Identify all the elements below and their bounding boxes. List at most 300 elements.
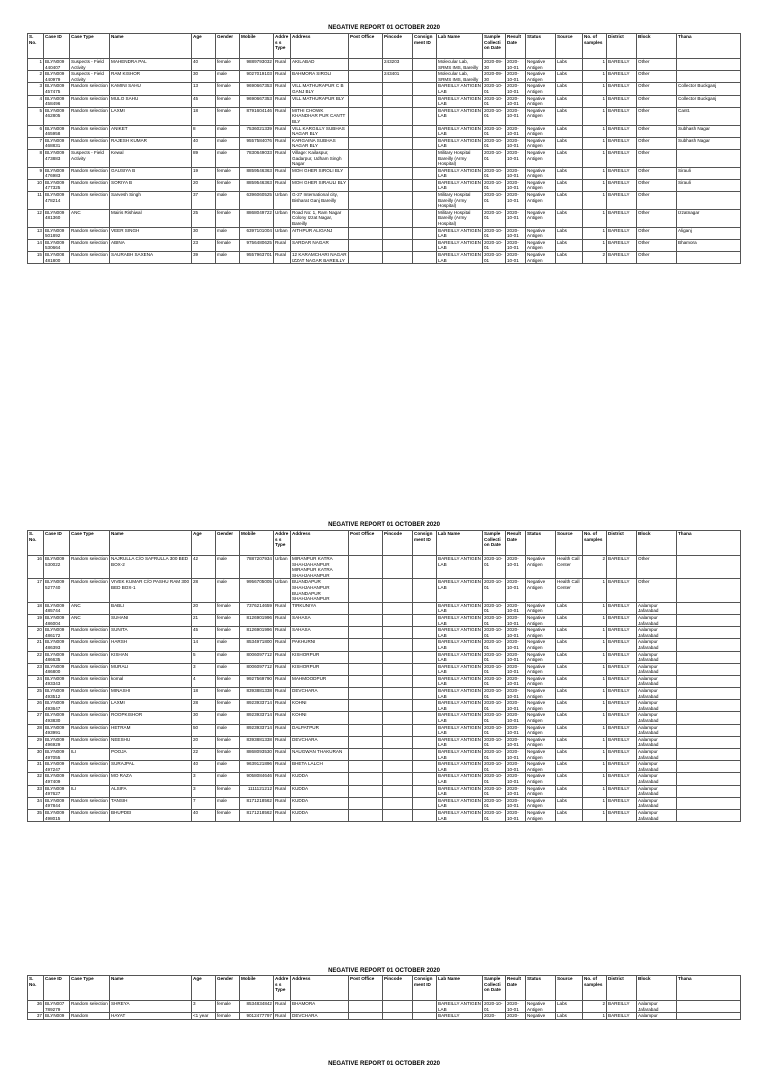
- table-cell: Aalampur Jafarabad: [637, 712, 677, 724]
- table-cell: 20: [192, 179, 216, 191]
- table-cell: <1 year: [192, 1013, 216, 1020]
- table-cell: Negative Antigen: [526, 209, 556, 227]
- table-cell: BAREILLY: [607, 137, 637, 149]
- table-cell: Negative Antigen: [526, 651, 556, 663]
- table-cell: BAREILLY ANTIGEN LAB: [438, 797, 481, 809]
- column-header: Source: [556, 531, 583, 556]
- report-page-3: [0, 1000, 768, 1067]
- table-cell: Negative Antigen: [526, 749, 556, 761]
- table-cell: Negative Antigen: [526, 95, 556, 107]
- table-cell: male: [216, 797, 240, 809]
- column-header: Gender: [216, 34, 240, 59]
- table-cell: 2020-10-01: [506, 749, 526, 761]
- table-cell: [413, 688, 437, 700]
- table-cell: 2020-09-30: [483, 59, 506, 71]
- table-cell: LAXMI: [110, 700, 192, 712]
- column-header: Sample Collecti on Date: [483, 531, 506, 556]
- table-cell: 12 KARAMCHARI NAGAR IZZAT NAGAR BAREILLY: [292, 252, 347, 263]
- table-cell: female: [216, 627, 240, 639]
- table-cell: Suspects - Field Activity: [70, 149, 110, 167]
- table-cell: 9956705005: [240, 579, 274, 602]
- table-cell: [383, 688, 413, 700]
- table-cell: 2020-10-01: [483, 675, 506, 687]
- table-cell: 8393881338: [240, 736, 274, 748]
- table-cell: [349, 797, 383, 809]
- column-header: Pincode: [383, 34, 413, 59]
- table-cell: Rural: [274, 179, 291, 191]
- table-cell: 2020-10-01: [506, 107, 526, 125]
- table-cell: 9927569790: [240, 675, 274, 687]
- table-cell: 1: [583, 95, 607, 107]
- table-cell: [383, 785, 413, 797]
- table-cell: 9027019103: [240, 71, 274, 83]
- table-cell: BAREILLY: [607, 167, 637, 179]
- table-cell: 24: [28, 675, 44, 687]
- table-cell: 2020-10-01: [506, 651, 526, 663]
- column-header: Mobile: [240, 531, 274, 556]
- table-cell: Random selection: [70, 773, 110, 785]
- table-cell: 2020-10-01: [506, 239, 526, 251]
- table-cell: 30: [192, 71, 216, 83]
- table-cell: [349, 125, 383, 137]
- table-cell: BAREILLY: [607, 556, 637, 579]
- table-cell: Rural: [274, 1001, 291, 1013]
- table-cell: 2020-10-01: [506, 627, 526, 639]
- table-cell: Negative Antigen: [526, 761, 556, 773]
- table-cell: 12: [28, 209, 44, 227]
- table-cell: Labs: [556, 809, 583, 821]
- table-cell: [383, 809, 413, 821]
- table-cell: ANC: [70, 614, 110, 626]
- table-cell: 33: [28, 785, 44, 797]
- table-cell: VEER SINGH: [110, 227, 192, 239]
- table-row: [28, 700, 741, 712]
- table-cell: Collector Buckganj: [677, 95, 741, 107]
- table-cell: 1: [28, 59, 44, 71]
- table-cell: [383, 149, 413, 167]
- column-header: District: [607, 34, 637, 59]
- table-cell: PAKHURNI: [291, 639, 349, 651]
- table-cell: Other: [637, 167, 677, 179]
- table-cell: [349, 761, 383, 773]
- table-row: [28, 651, 741, 663]
- table-cell: 2020-10-01: [483, 736, 506, 748]
- table-cell: [349, 785, 383, 797]
- table-cell: 1: [583, 797, 607, 809]
- table-cell: Other: [637, 239, 677, 251]
- table-cell: 2020-10-01: [506, 227, 526, 239]
- table-cell: KUDDA: [291, 809, 349, 821]
- table-cell: BAREILLY ANTIGEN LAB: [438, 773, 481, 784]
- table-cell: G-27 International city, Bisharat Ganj Bareilly: [291, 192, 349, 210]
- table-cell: BAREILLY: [607, 773, 637, 785]
- table-cell: Urban: [274, 192, 291, 210]
- report-title: NEGATIVE REPORT 01 OCTOBER 2020: [328, 25, 440, 31]
- table-cell: BAREILLY: [607, 675, 637, 687]
- table-cell: BLYN008 481800: [44, 252, 70, 264]
- table-cell: KISHORPUR: [291, 651, 349, 663]
- table-cell: BLYN009 497055: [44, 749, 70, 761]
- table-cell: Other: [637, 149, 677, 167]
- table-row: [28, 688, 741, 700]
- table-cell: RAJESH KUMAR: [110, 137, 192, 149]
- table-cell: SORIYA B: [110, 179, 192, 191]
- table-cell: Aalampur Jafarabad: [637, 639, 677, 651]
- column-header: Post Office: [349, 34, 383, 59]
- table-cell: [383, 179, 413, 191]
- table-cell: Rural: [274, 761, 291, 773]
- table-row: [28, 107, 741, 125]
- table-cell: 2020-10-01: [506, 1001, 526, 1013]
- table-cell: Urban: [274, 227, 291, 239]
- table-row: [28, 95, 741, 107]
- table-cell: [677, 149, 741, 167]
- column-header: Sample Collecti on Date: [483, 976, 506, 1001]
- table-cell: Kewal: [110, 149, 192, 167]
- column-header: Gender: [216, 531, 240, 556]
- table-cell: Random selection: [70, 712, 110, 724]
- column-header: District: [607, 531, 637, 556]
- table-cell: 2020-10-01: [506, 602, 526, 614]
- table-cell: [413, 614, 437, 626]
- table-cell: 8006097712: [240, 663, 274, 675]
- table-cell: Negative Antigen: [526, 71, 556, 83]
- table-cell: 2020-10-01: [483, 149, 506, 167]
- column-header: Block: [637, 531, 677, 556]
- column-header: Thana: [677, 531, 741, 556]
- table-row: [28, 749, 741, 761]
- table-cell: Negative Antigen: [526, 724, 556, 736]
- table-cell: female: [216, 239, 240, 251]
- table-cell: 8126901996: [240, 614, 274, 626]
- table-cell: Labs: [556, 773, 583, 785]
- column-header: Post Office: [349, 976, 383, 1001]
- column-header: District: [607, 976, 637, 1001]
- table-cell: [413, 675, 437, 687]
- table-cell: 30: [192, 227, 216, 239]
- table-cell: Subhash Nagar: [677, 137, 741, 149]
- table-cell: KOHNI: [291, 712, 349, 724]
- table-cell: Suspects - Field Activity: [70, 71, 110, 83]
- table-cell: [349, 149, 383, 167]
- table-cell: [677, 785, 741, 797]
- table-cell: BLYN009 440979: [44, 71, 70, 83]
- table-cell: 39: [192, 252, 216, 264]
- table-cell: Labs: [556, 107, 583, 125]
- table-cell: ANIKET: [110, 125, 192, 137]
- table-cell: 9058084646: [240, 773, 274, 785]
- table-cell: 2020-10-01: [506, 797, 526, 809]
- table-cell: [383, 602, 413, 614]
- column-header: Consign ment ID: [413, 34, 437, 59]
- table-cell: 37: [192, 192, 216, 210]
- column-header: Post Office: [349, 531, 383, 556]
- table-cell: Aalampur Jafarabad: [637, 688, 677, 700]
- table-cell: 2020-10-01: [506, 663, 526, 675]
- table-cell: BAREILLY ANTIGEN LAB: [438, 227, 481, 239]
- table-cell: BLYN009 468831: [44, 137, 70, 149]
- column-header: Addres s Type: [274, 34, 291, 59]
- table-cell: 2: [28, 71, 44, 83]
- table-cell: HAYAT: [110, 1013, 192, 1020]
- table-cell: Rural: [274, 83, 291, 95]
- table-cell: [383, 712, 413, 724]
- table-cell: ROOPKISHOR: [110, 712, 192, 724]
- table-cell: Negative Antigen: [526, 167, 556, 179]
- table-cell: male: [216, 227, 240, 239]
- column-header: Consign ment ID: [413, 531, 437, 556]
- table-cell: Random selection: [70, 125, 110, 137]
- table-cell: female: [216, 675, 240, 687]
- table-cell: Road No: 1, Ram Nagar Colony Izzat Nagar, Bareilly: [291, 209, 349, 227]
- table-cell: BAREILLY: [607, 700, 637, 712]
- table-cell: 3: [28, 83, 44, 95]
- table-cell: [677, 651, 741, 663]
- table-cell: 2020-10-01: [483, 192, 506, 210]
- table-cell: [349, 749, 383, 761]
- table-cell: Labs: [556, 227, 583, 239]
- table-cell: 7887207934: [240, 556, 274, 579]
- table-cell: 2020-10-01: [506, 712, 526, 724]
- table-cell: 1: [583, 125, 607, 137]
- table-cell: Molecular Lab, SRMS IMS, Bareilly: [437, 59, 483, 71]
- table-cell: [349, 639, 383, 651]
- table-cell: BAREILLY: [607, 71, 637, 83]
- table-cell: Labs: [556, 663, 583, 675]
- table-cell: Aalampur Jafarabad: [637, 602, 677, 614]
- table-cell: Other: [637, 107, 677, 125]
- report-title: NEGATIVE REPORT 01 OCTOBER 2020: [328, 1061, 440, 1067]
- table-cell: LAXMI: [110, 107, 192, 125]
- table-cell: 2020-10-01: [483, 227, 506, 239]
- table-cell: Sarvesh Singh: [110, 192, 192, 210]
- table-cell: 2020-10-01: [483, 797, 506, 809]
- table-cell: 2020-10-01: [506, 579, 526, 602]
- table-cell: [413, 252, 437, 264]
- table-cell: BAREILLY: [607, 59, 637, 71]
- table-cell: Rural: [274, 107, 291, 125]
- column-header: Case Type: [70, 34, 110, 59]
- column-header: S. No.: [28, 976, 44, 1001]
- table-cell: [383, 107, 413, 125]
- table-cell: [413, 125, 437, 137]
- table-cell: 2020-10-01: [483, 239, 506, 251]
- table-cell: MURALI: [110, 663, 192, 675]
- table-cell: 1: [583, 675, 607, 687]
- table-cell: Rural: [274, 252, 291, 264]
- table-cell: Aalampur Jafarabad: [637, 749, 677, 761]
- table-cell: Other: [637, 252, 677, 264]
- table-cell: 20: [192, 602, 216, 614]
- table-cell: BAREILLY: [607, 688, 637, 700]
- table-cell: BLYN009 462805: [44, 107, 70, 125]
- table-cell: 2020-10-01: [483, 785, 506, 797]
- column-header: Result Date: [506, 34, 526, 59]
- table-cell: AITHPUR ALIGANJ: [291, 227, 349, 239]
- table-cell: SURAJPAL: [110, 761, 192, 773]
- header-row: [28, 34, 741, 59]
- table-cell: 20: [28, 627, 44, 639]
- table-cell: 26: [28, 700, 44, 712]
- table-cell: Random: [70, 1013, 110, 1020]
- table-cell: Negative Antigen: [526, 712, 556, 724]
- table-cell: 40: [192, 761, 216, 773]
- table-cell: [677, 627, 741, 639]
- table-cell: Bhamora: [677, 239, 741, 251]
- table-cell: Sirauli: [677, 167, 741, 179]
- table-cell: 2020-10-01: [506, 209, 526, 227]
- table-cell: 45: [192, 95, 216, 107]
- table-cell: BAREILLY: [607, 749, 637, 761]
- table-cell: 2020-10-01: [506, 724, 526, 736]
- table-cell: 2020-10-01: [506, 773, 526, 785]
- table-cell: BLYN009 496929: [44, 736, 70, 748]
- table-cell: Labs: [556, 712, 583, 724]
- table-cell: Rural: [274, 809, 291, 821]
- table-cell: BLYN009 527740: [44, 579, 70, 602]
- table-cell: Negative Antigen: [526, 192, 556, 210]
- column-header: Source: [556, 34, 583, 59]
- table-cell: BAREILLY ANTIGEN LAB: [438, 1001, 481, 1012]
- table-cell: 1: [583, 602, 607, 614]
- table-cell: Health Call Center: [556, 556, 583, 579]
- table-row: [28, 785, 741, 797]
- table-cell: AKILABAD: [291, 59, 349, 71]
- table-cell: BAREILLY ANTIGEN LAB: [438, 688, 481, 699]
- table-cell: Random selection: [70, 107, 110, 125]
- table-cell: 8791604146: [240, 107, 274, 125]
- table-cell: [677, 252, 741, 264]
- table-cell: male: [216, 579, 240, 602]
- table-cell: [383, 239, 413, 251]
- table-cell: [349, 107, 383, 125]
- table-cell: male: [216, 556, 240, 579]
- table-cell: female: [216, 1001, 240, 1013]
- table-cell: DEVCHARA: [291, 688, 349, 700]
- table-cell: 9012477797: [240, 1013, 274, 1020]
- table-cell: BAREILLY: [607, 252, 637, 264]
- table-cell: 2020-10-01: [506, 125, 526, 137]
- table-cell: [413, 107, 437, 125]
- table-cell: [383, 736, 413, 748]
- table-cell: [349, 179, 383, 191]
- table-cell: Negative Antigen: [526, 675, 556, 687]
- table-cell: BAREILLY ANTIGEN LAB: [438, 712, 481, 724]
- table-cell: Labs: [556, 785, 583, 797]
- table-cell: BLYN009 497627: [44, 785, 70, 797]
- table-cell: HETRAM: [110, 724, 192, 736]
- table-cell: Aalampur Jafarabad: [637, 651, 677, 663]
- table-cell: 14: [28, 239, 44, 251]
- table-row: [28, 809, 741, 821]
- table-cell: 2020-10-01: [483, 602, 506, 614]
- table-cell: male: [216, 651, 240, 663]
- column-header: Lab Name: [437, 976, 483, 1001]
- table-cell: [383, 797, 413, 809]
- table-cell: [677, 736, 741, 748]
- table-cell: 1: [583, 71, 607, 83]
- table-row: [28, 773, 741, 785]
- column-header: Status: [526, 34, 556, 59]
- table-cell: Rural: [274, 1013, 291, 1020]
- table-cell: 15: [28, 252, 44, 264]
- table-cell: [413, 712, 437, 724]
- table-cell: VILL KARGILLY SUBHAS NAGAR BLY: [291, 125, 349, 137]
- table-cell: 2020-10-01: [483, 252, 506, 264]
- table-cell: SHREYA: [110, 1001, 192, 1013]
- table-cell: BAREILLY: [607, 179, 637, 191]
- table-cell: BLYN009 465958: [44, 125, 70, 137]
- table-cell: Negative Antigen: [526, 688, 556, 700]
- table-cell: Other: [637, 83, 677, 95]
- table-cell: Labs: [556, 71, 583, 83]
- table-cell: 89: [192, 149, 216, 167]
- table-cell: [413, 59, 437, 71]
- table-cell: [349, 712, 383, 724]
- table-cell: GAUSIYA B: [110, 167, 192, 179]
- table-cell: Military Hospital Bareilly (Army Hospital): [437, 149, 483, 167]
- table-row: [28, 227, 741, 239]
- table-cell: Random selection: [70, 663, 110, 675]
- table-cell: 7830649033: [240, 149, 274, 167]
- table-cell: KUDDA: [291, 797, 349, 809]
- table-cell: 30: [28, 749, 44, 761]
- table-cell: 8868093530: [240, 749, 274, 761]
- table-cell: [383, 556, 413, 579]
- table-cell: Other: [637, 192, 677, 210]
- table-cell: Aalampur Jafarabad: [637, 773, 677, 785]
- table-cell: BAREILLY: [607, 579, 637, 602]
- table-row: [28, 712, 741, 724]
- table-cell: 2020-10-01: [506, 556, 526, 579]
- column-header: S. No.: [28, 531, 44, 556]
- table-cell: BAREILLY ANTIGEN LAB: [438, 675, 481, 687]
- table-cell: 2020-10-01: [506, 736, 526, 748]
- table-cell: BLYN009: [44, 1013, 70, 1020]
- table-cell: [413, 179, 437, 191]
- table-cell: 21: [28, 639, 44, 651]
- column-header: No. of samples: [583, 34, 607, 59]
- table-cell: [677, 761, 741, 773]
- table-cell: 8393881338: [240, 688, 274, 700]
- table-cell: Labs: [556, 700, 583, 712]
- column-header: Case ID: [44, 531, 70, 556]
- table-cell: 9690667353: [240, 83, 274, 95]
- table-cell: 9756480625: [240, 239, 274, 251]
- table-row: [28, 179, 741, 191]
- table-cell: [349, 227, 383, 239]
- table-cell: 2020-10-01: [483, 209, 506, 227]
- table-cell: [677, 602, 741, 614]
- table-cell: 13: [192, 83, 216, 95]
- table-cell: 31: [28, 761, 44, 773]
- table-cell: Rural: [274, 95, 291, 107]
- table-cell: Random selection: [70, 137, 110, 149]
- table-cell: 32: [28, 773, 44, 785]
- table-cell: 22: [192, 749, 216, 761]
- table-cell: Negative Antigen: [526, 809, 556, 821]
- table-cell: BAREILLY: [607, 83, 637, 95]
- table-cell: Labs: [556, 602, 583, 614]
- table-cell: BLYN009 530664: [44, 239, 70, 251]
- table-cell: BAHMORA SIROLI: [291, 71, 349, 83]
- table-cell: [383, 227, 413, 239]
- table-cell: 9690667353: [240, 95, 274, 107]
- table-cell: 2020-10-01: [506, 688, 526, 700]
- table-cell: Labs: [556, 95, 583, 107]
- column-header: Status: [526, 976, 556, 1001]
- table-cell: 1: [583, 749, 607, 761]
